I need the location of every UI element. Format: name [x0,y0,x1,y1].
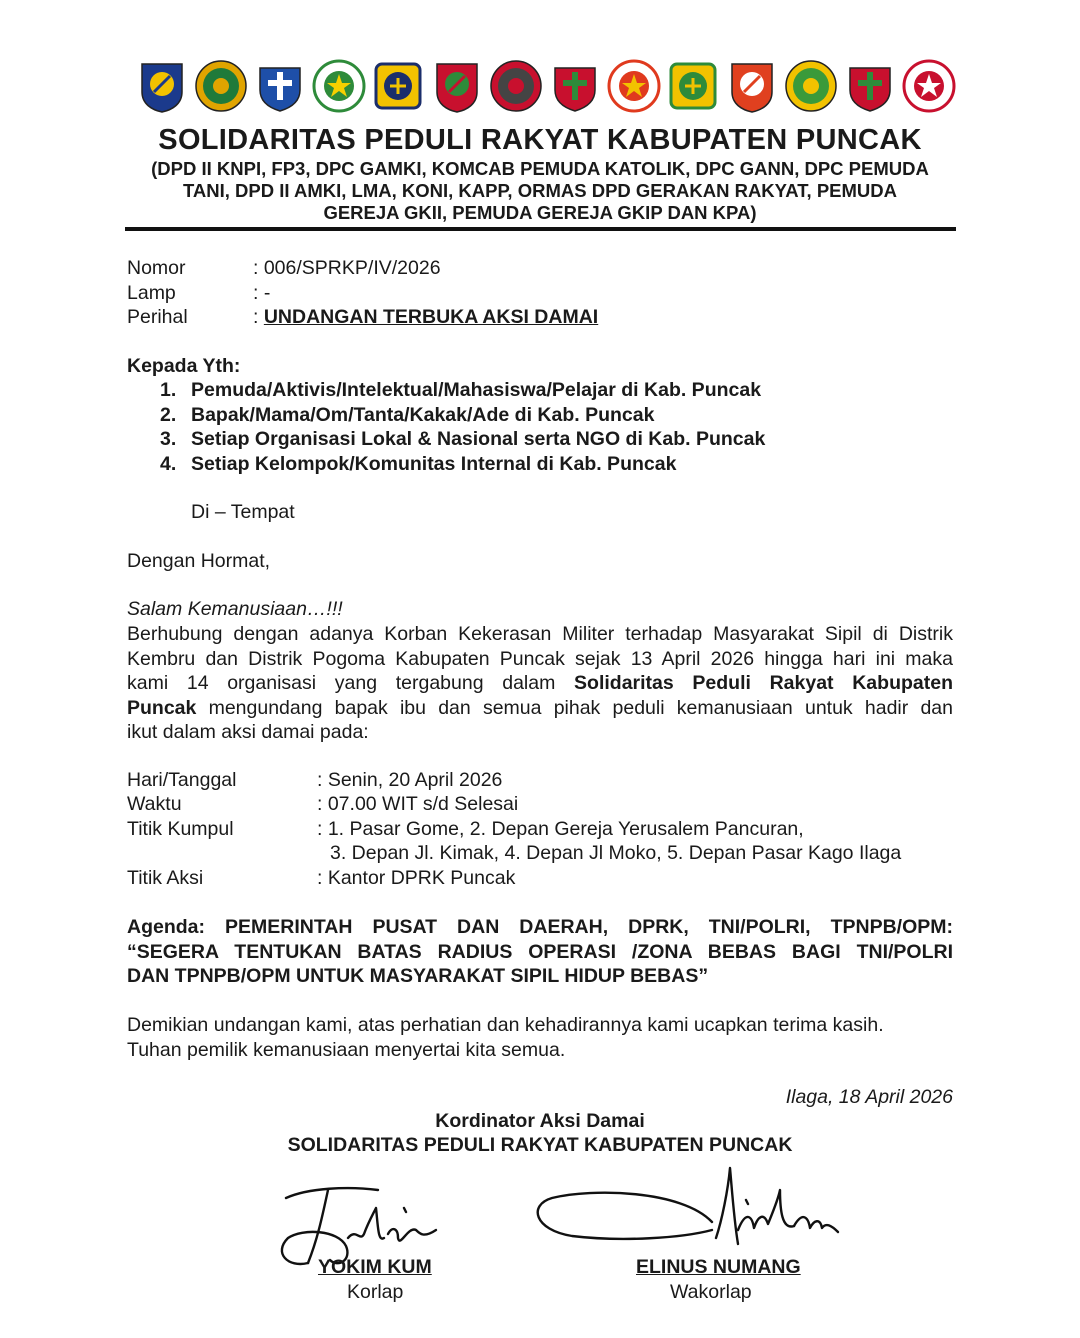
aksi-value: : Kantor DPRK Puncak [317,867,516,889]
body-line-4-text: mengundang bapak ibu dan semua pihak peduli kemanusiaan untuk hadir dan [196,696,953,719]
body-line-4 [127,696,953,721]
waktu-value: : 07.00 WIT s/d Selesai [317,793,519,815]
lma-logo [547,58,603,114]
gkii-logo [783,58,839,114]
kumpul-label: Titik Kumpul [127,818,234,840]
recipient-number: 4. [160,452,177,475]
nomor-label: Nomor [127,257,186,279]
waktu-label: Waktu [127,793,182,815]
kumpul-value-1: : 1. Pasar Gome, 2. Depan Gereja Yerusalem Pancuran, [317,818,804,840]
gerakan-rakyat-logo [724,58,780,114]
recipient-text: Setiap Organisasi Lokal & Nasional serta NGO di Kab. Puncak [191,428,766,450]
recipient-number: 3. [160,428,177,450]
closing [127,1013,884,1062]
kpa-logo [901,58,957,114]
logo-row [134,58,956,114]
body-line-3 [127,671,953,696]
agenda-line-3: DAN TPNPB/OPM UNTUK MASYARAKAT SIPIL HIDUP BEBAS” [127,965,709,987]
org-name-bold: Solidaritas Peduli Rakyat Kabupaten [574,672,953,694]
knpi-logo [134,58,190,114]
recipients-place: Di – Tempat [191,501,295,523]
members-line-3: GEREJA GKII, PEMUDA GEREJA GKIP DAN KPA) [323,202,757,223]
signatory-role: Kordinator Aksi Damai [435,1110,645,1132]
pemuda-tani-logo [429,58,485,114]
left-signer-title: Korlap [347,1281,404,1303]
recipient-text: Pemuda/Aktivis/Intelektual/Mahasiswa/Pelajar di Kab. Puncak [191,379,762,401]
perihal-value: UNDANGAN TERBUKA AKSI DAMAI [263,306,599,328]
perihal-colon: : [253,306,264,328]
gkip-logo [842,58,898,114]
recipient-item [160,427,765,452]
closing-line-1: Demikian undangan kami, atas perhatian dan kehadirannya kami ucapkan terima kasih. [127,1014,884,1036]
letterhead-title: SOLIDARITAS PEDULI RAKYAT KABUPATEN PUNCAK [158,124,922,156]
agenda [127,915,953,989]
lamp-label: Lamp [127,282,176,304]
body-line-2: Kembru dan Distrik Pogoma Kabupaten Puncak sejak 13 April 2026 hingga hari ini maka [127,647,953,670]
recipient-text: Setiap Kelompok/Komunitas Internal di Kab. Puncak [191,452,677,475]
closing-line-2: Tuhan pemilik kemanusiaan menyertai kita semua. [127,1038,566,1061]
recipient-item [160,452,765,477]
greeting: Salam Kemanusiaan…!!! [127,598,343,620]
agenda-line-1: Agenda: PEMERINTAH PUSAT DAN DAERAH, DPRK, TNI/POLRI, TPNPB/OPM: [127,916,953,938]
right-signer-title: Wakorlap [670,1281,752,1303]
fp3-logo [193,58,249,114]
recipient-item [160,378,765,403]
perihal-label: Perihal [127,306,188,328]
amki-logo [488,58,544,114]
pemuda-katolik-logo [311,58,367,114]
signatory-org: SOLIDARITAS PEDULI RAKYAT KABUPATEN PUNCAK [287,1134,793,1156]
perihal-value-wrap [253,306,598,329]
nomor-value: : 006/SPRKP/IV/2026 [253,257,441,279]
recipient-text: Bapak/Mama/Om/Tanta/Kakak/Ade di Kab. Puncak [191,403,655,426]
gamki-logo [252,58,308,114]
recipient-number: 1. [160,379,177,401]
aksi-label: Titik Aksi [127,867,204,889]
lamp-value: : - [253,282,271,304]
recipient-list [160,378,765,476]
recipients-heading: Kepada Yth: [127,355,241,377]
hari-value: : Senin, 20 April 2026 [317,769,503,791]
kumpul-value-2: 3. Depan Jl. Kimak, 4. Depan Jl Moko, 5. Depan Pasar Kago Ilaga [330,842,902,864]
body-line-3-text: kami 14 organisasi yang tergabung dalam [127,672,575,694]
gann-logo [370,58,426,114]
salutation: Dengan Hormat, [127,550,271,572]
kapp-logo [665,58,721,114]
member-organizations [125,158,955,224]
body-line-5: ikut dalam aksi damai pada: [127,721,369,743]
hari-label: Hari/Tanggal [127,769,237,791]
agenda-line-2: “SEGERA TENTUKAN BATAS RADIUS OPERASI /ZONA BEBAS BAGI TNI/POLRI [127,940,953,963]
recipient-item [160,403,765,428]
recipient-number: 2. [160,403,177,426]
letterhead-divider [125,227,956,231]
members-line-2: TANI, DPD II AMKI, LMA, KONI, KAPP, ORMAS DPD GERAKAN RAKYAT, PEMUDA [182,180,897,201]
place-date: Ilaga, 18 April 2026 [785,1086,953,1108]
org-name-bold-end: Puncak [127,696,197,719]
right-signer-name: ELINUS NUMANG [636,1256,801,1278]
koni-logo [606,58,662,114]
body-paragraph [127,622,953,745]
members-line-1: (DPD II KNPI, FP3, DPC GAMKI, KOMCAB PEMUDA KATOLIK, DPC GANN, DPC PEMUDA [151,158,929,179]
body-line-1: Berhubung dengan adanya Korban Kekerasan Militer terhadap Masyarakat Sipil di Distrik [127,623,953,645]
signature-elinus-numang [532,1160,842,1260]
left-signer-name: YOKIM KUM [318,1256,432,1278]
